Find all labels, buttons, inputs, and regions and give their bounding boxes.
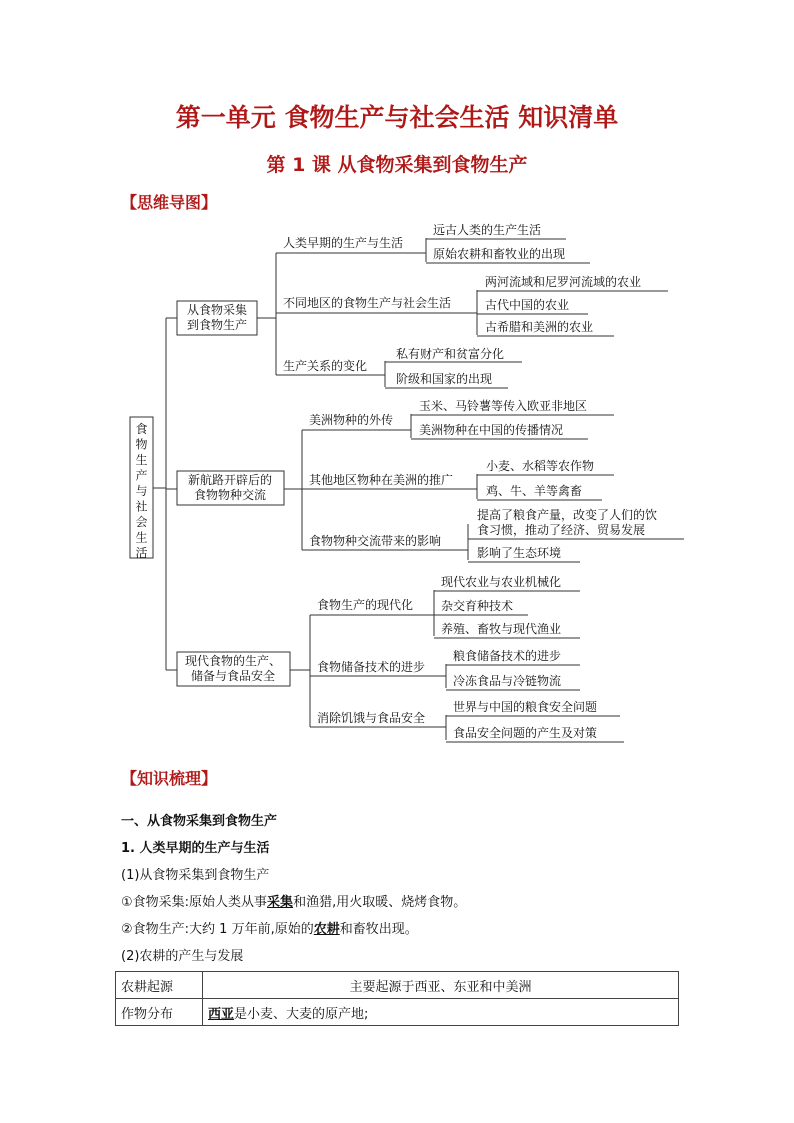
root-label-char: 社 [135,499,148,514]
key-term: 西亚 [208,1006,235,1022]
table-row [116,999,679,1026]
mindmap-node: 人类早期的生产与生活 [283,236,404,250]
table-cell-key: 农耕起源 [116,972,203,999]
root-label-char: 食 [135,422,148,436]
root-label-char: 生 [135,453,148,467]
topic-heading: (2)农耕的产生与发展 [121,949,244,964]
mindmap-leaf: 鸡、牛、羊等禽畜 [486,484,583,498]
root-label [135,422,147,560]
mindmap-leaf: 私有财产和贫富分化 [396,347,505,361]
content-item: ②食物生产:大约 1 万年前,原始的农耕和畜牧出现。 [121,922,418,937]
root-label-char: 与 [135,484,148,498]
mindmap-leaf: 冷冻食品与冷链物流 [453,674,562,688]
key-term: 采集 [267,895,294,910]
mindmap-node: 食物物种交流带来的影响 [309,534,442,548]
key-term: 农耕 [313,922,340,937]
mindmap-leaf: 食品安全问题的产生及对策 [453,726,598,740]
knowledge-section-tag: 【知识梳理】 [121,769,218,788]
mindmap-section-tag: 【思维导图】 [121,193,218,212]
mindmap-leaf: 影响了生态环境 [477,546,562,560]
branch-label: 食物物种交流 [193,488,267,502]
mindmap-leaf: 提高了粮食产量，改变了人们的饮 [477,508,658,522]
page-title: 第一单元 食物生产与社会生活 知识清单 [175,103,619,132]
mindmap-leaf: 两河流域和尼罗河流域的农业 [485,275,642,289]
table-row [116,972,679,999]
content-item: ①食物采集:原始人类从事采集和渔猎,用火取暖、烧烤食物。 [121,895,467,910]
mindmap-node: 食物生产的现代化 [317,598,414,612]
root-label-char: 活 [135,546,148,560]
branch-label: 从食物采集 [186,303,248,317]
mindmap-leaf: 原始农耕和畜牧业的出现 [433,247,566,261]
section-heading: 一、从食物采集到食物生产 [121,814,278,829]
mindmap-leaf: 玉米、马铃薯等传入欧亚非地区 [419,399,588,413]
mindmap-leaf: 现代农业与农业机械化 [441,575,562,589]
mindmap-node: 其他地区物种在美洲的推广 [309,473,454,487]
root-label-char: 会 [135,515,148,529]
mindmap-leaf: 小麦、水稻等农作物 [486,459,595,473]
mindmap-leaf: 粮食储备技术的进步 [453,649,562,663]
table-cell-value: 西亚是小麦、大麦的原产地; [203,999,679,1026]
mindmap-leaf: 古希腊和美洲的农业 [485,320,594,334]
mindmap-node: 不同地区的食物生产与社会生活 [283,296,452,310]
mindmap-leaf: 世界与中国的粮食安全问题 [453,700,598,714]
root-label-char: 产 [135,468,148,483]
lesson-title: 第 1 课 从食物采集到食物生产 [266,154,528,176]
mindmap-leaf: 阶级和国家的出现 [396,372,493,386]
subsection-heading: 1. 人类早期的生产与生活 [121,841,270,856]
mindmap-node: 消除饥饿与食品安全 [317,711,426,725]
mindmap-node: 生产关系的变化 [283,359,368,373]
topic-heading: (1)从食物采集到食物生产 [121,868,270,883]
mindmap-leaf: 杂交育种技术 [441,599,514,613]
mindmap-leaf: 远古人类的生产生活 [433,223,542,237]
mindmap-node: 食物储备技术的进步 [317,660,426,674]
root-label-char: 物 [135,437,148,452]
mindmap-leaf: 美洲物种在中国的传播情况 [419,423,564,437]
table-cell-value: 主要起源于西亚、东亚和中美洲 [203,972,679,999]
mindmap-node: 美洲物种的外传 [309,413,394,427]
mindmap-leaf: 养殖、畜牧与现代渔业 [441,622,562,636]
branch-label: 储备与食品安全 [190,669,276,683]
branch-label: 现代食物的生产、 [184,654,282,668]
table-cell-key: 作物分布 [116,999,203,1026]
root-label-char: 生 [135,530,148,545]
branch-label: 到食物生产 [186,318,248,332]
farming-table [115,971,679,1026]
mindmap-leaf: 古代中国的农业 [485,298,570,312]
branch-label: 新航路开辟后的 [187,473,273,487]
mindmap-leaf: 食习惯，推动了经济、贸易发展 [477,523,646,537]
